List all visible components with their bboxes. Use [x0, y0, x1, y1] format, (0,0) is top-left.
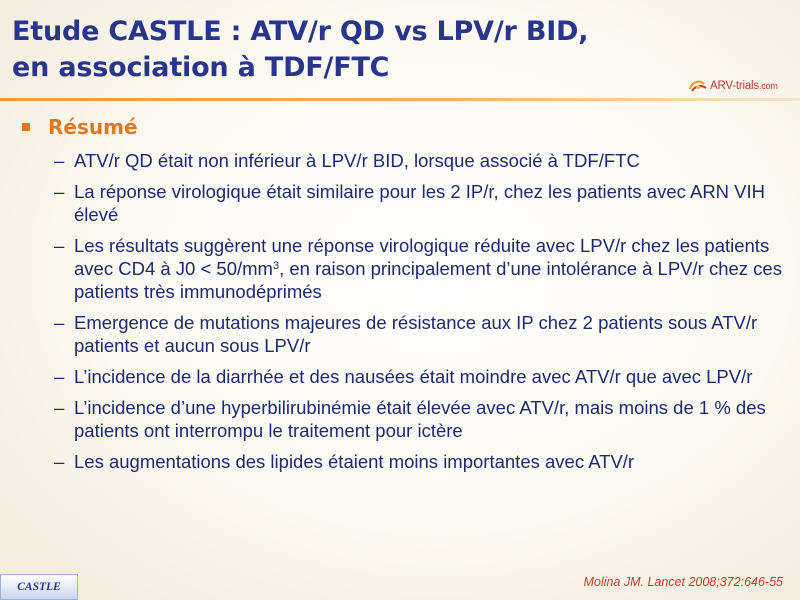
- dash-bullet-icon: –: [54, 181, 65, 202]
- list-item: – Les résultats suggèrent une réponse virologique réduite avec LPV/r chez les patients avec CD4 à $J0 < 50/mm^3$, en raison principalement d’une intolérance à LPV/r chez ces patients très immunodéprimés: [54, 235, 782, 302]
- slide-content: [20, 114, 790, 481]
- slide-title-line-1: Etude CASTLE : ATV/r QD vs LPV/r BID,: [12, 16, 589, 47]
- slide-title: [12, 14, 588, 86]
- dash-bullet-icon: –: [54, 397, 65, 418]
- citation: Molina JM. Lancet 2008;372:646-55: [583, 575, 783, 589]
- title-divider: [0, 98, 800, 101]
- section-heading: [20, 114, 790, 140]
- list-item: – Emergence de mutations majeures de résistance aux IP chez 2 patients sous ATV/r patients et aucun sous LPV/r: [54, 312, 758, 356]
- dash-bullet-icon: –: [54, 366, 65, 387]
- dash-bullet-icon: –: [54, 150, 65, 171]
- arv-trials-logo: [688, 77, 778, 95]
- slide-title-line-2: en association à TDF/FTC: [12, 52, 390, 83]
- list-item: – ATV/r QD était non inférieur à LPV/r BID, lorsque associé à TDF/FTC: [54, 150, 640, 171]
- superscript: 3: [272, 260, 280, 272]
- logo-suffix: .com: [758, 81, 778, 91]
- list-item: – L’incidence d’une hyperbilirubinémie était élevée avec ATV/r, mais moins de 1 % des patients ont interrompu le traitement pour ictère: [54, 397, 766, 441]
- dash-bullet-icon: –: [54, 451, 65, 472]
- square-bullet-icon: [22, 123, 30, 131]
- dash-bullet-icon: –: [54, 312, 65, 333]
- study-tag: CASTLE: [0, 574, 78, 600]
- summary-list: [20, 149, 790, 473]
- list-item: – L’incidence de la diarrhée et des nausées était moindre avec ATV/r que avec LPV/r: [54, 366, 753, 387]
- list-item: – La réponse virologique était similaire pour les 2 IP/r, chez les patients avec ARN VIH élevé: [54, 181, 766, 225]
- logo-text: ARV-trials.com: [710, 80, 778, 92]
- logo-swirl-icon: [688, 79, 708, 93]
- dash-bullet-icon: –: [54, 235, 65, 256]
- list-item: – Les augmentations des lipides étaient moins importantes avec ATV/r: [54, 451, 635, 472]
- section-title: Résumé: [48, 115, 138, 139]
